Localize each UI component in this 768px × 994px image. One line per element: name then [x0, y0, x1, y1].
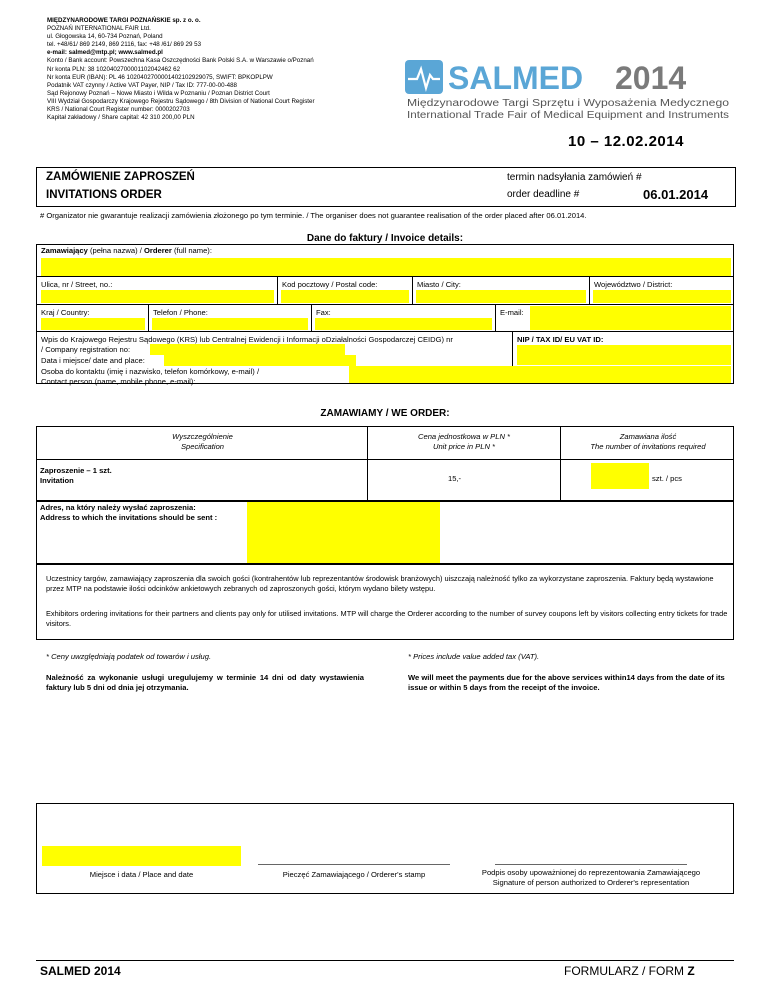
contact-label-en: Contact person (name, mobile phone, e-mail):: [41, 377, 196, 386]
payment-terms-pl: Należność za wykonanie usługi uregulujemy w terminie 14 dni od daty wystawienia faktury lub 5 dni od dnia jej otrzymania.: [46, 673, 364, 692]
form-title-en: INVITATIONS ORDER: [46, 189, 162, 201]
company-vat: Podatnik VAT czynny / Active VAT Payer, NIP / Tax ID: 777-00-00-488: [47, 81, 237, 89]
item-name: Zaproszenie – 1 szt. Invitation: [40, 466, 112, 485]
deadline-label-en: order deadline #: [507, 189, 580, 200]
city-label: Miasto / City:: [417, 280, 461, 289]
postal-label: Kod pocztowy / Postal code:: [282, 280, 378, 289]
quantity-unit: szt. / pcs: [652, 474, 682, 483]
krs-field[interactable]: [150, 344, 345, 355]
phone-field[interactable]: [152, 318, 308, 330]
krs-label: Wpis do Krajowego Rejestru Sądowego (KRS) lub Centralnej Ewidencji i Informacji oDziałalności Gospodarczej CEIDG) nr: [41, 335, 453, 344]
order-heading: ZAMAWIAMY / WE ORDER:: [320, 408, 450, 419]
item-price: 15,-: [448, 474, 462, 483]
info-text-en: Exhibitors ordering invitations for their partners and clients pay only for utilised invitations. MTP will charge the Orderer according to the number of survey coupons left by visitors collecting entry tickets for trade visitors.: [46, 609, 728, 628]
company-capital: Kapitał zakładowy / Share capital: 42 310 200,00 PLN: [47, 114, 195, 122]
company-info: [47, 17, 407, 122]
district-label: Województwo / District:: [594, 280, 673, 289]
company-division: VIII Wydział Gospodarczy Krajowego Rejestru Sądowego / 8th Division of National Court Register: [47, 97, 315, 105]
krs-label-en: / Company registration no:: [41, 345, 131, 354]
signature-label: Podpis osoby upoważnionej do reprezentowania Zamawiającego Signature of person authorized to Orderer's representation: [481, 868, 701, 887]
fax-field[interactable]: [315, 318, 492, 330]
logo-year: 2014: [615, 60, 687, 96]
date-place-field[interactable]: [164, 355, 356, 366]
logo-graphic: [405, 56, 735, 126]
street-field[interactable]: [41, 290, 274, 303]
deadline-label-pl: termin nadsyłania zamówień #: [507, 172, 642, 183]
company-account-pln: Nr konta PLN: 38 1020402700001102042462 62: [47, 65, 181, 73]
nip-field[interactable]: [517, 345, 731, 365]
company-name-pl: MIĘDZYNARODOWE TARGI POZNAŃSKIE sp. z o. o.: [47, 17, 201, 24]
company-phone: tel. +48/61/ 869 2149, 869 2116, fax: +48 /61/ 869 29 53: [47, 41, 202, 49]
company-court: Sąd Rejonowy Poznań – Nowe Miasto i Wilda w Poznaniu / Poznan District Court: [47, 89, 270, 97]
company-email: e-mail: salmed@mtp.pl; www.salmed.pl: [47, 49, 163, 57]
deadline-note: # Organizator nie gwarantuje realizacji zamówienia złożonego po tym terminie. / The organiser does not guarantee realisation of the order placed after 06.01.2014.: [40, 211, 587, 220]
address-field[interactable]: [247, 502, 440, 563]
contact-field[interactable]: [349, 366, 731, 383]
deadline-date: 06.01.2014: [643, 187, 709, 202]
info-text-pl: Uczestnicy targów, zamawiający zaproszenia dla swoich gości (kontrahentów lub reprezentantów środowisk branżowych) uiszczają należność tylko za wykorzystane zaproszenia. Faktury będą wystawione przez MTP na podstawie ilości odcinków ankietowych zebranych od zaproszonych gości, którym wydano bilety wstępu.: [46, 574, 714, 593]
place-date-label: Miejsce i data / Place and date: [89, 870, 194, 879]
invoice-heading: Dane do faktury / Invoice details:: [306, 233, 464, 244]
postal-field[interactable]: [281, 290, 409, 303]
company-bank: Konto / Bank account: Powszechna Kasa Oszczędności Bank Polski S.A. w Warszawie o/Poznań: [47, 57, 314, 65]
company-address: ul. Głogowska 14, 60-734 Poznań, Poland: [47, 33, 163, 41]
quantity-field[interactable]: [591, 463, 649, 489]
logo-name: SALMED: [448, 60, 584, 96]
address-label: Adres, na który należy wysłać zaproszenia: Address to which the invitations should be sent :: [40, 503, 218, 522]
event-dates: 10 – 12.02.2014: [568, 133, 684, 150]
vat-note-pl: * Ceny uwzględniają podatek od towarów i usług.: [46, 652, 212, 661]
company-name-en: POZNAŃ INTERNATIONAL FAIR Ltd.: [47, 25, 151, 33]
orderer-label: Zamawiający (pełna nazwa) / Orderer (full name):: [41, 246, 212, 255]
email-label: E-mail:: [500, 308, 524, 317]
logo-subtitle-en: International Trade Fair of Medical Equipment and Instruments: [407, 110, 729, 121]
nip-label: NIP / TAX ID/ EU VAT ID:: [517, 335, 604, 344]
form-title-pl: ZAMÓWIENIE ZAPROSZEŃ: [46, 171, 195, 183]
country-field[interactable]: [41, 318, 145, 330]
phone-label: Telefon / Phone:: [153, 308, 208, 317]
vat-note-en: * Prices include value added tax (VAT).: [408, 652, 540, 661]
contact-label: Osoba do kontaktu (imię i nazwisko, telefon komórkowy, e-mail) /: [41, 367, 260, 376]
company-krs: KRS / National Court Register number: 0000202703: [47, 106, 190, 114]
logo-subtitle-pl: Międzynarodowe Targi Sprzętu i Wyposażenia Medycznego: [407, 98, 730, 109]
col-spec-header: Wyszczególnienie Specification: [172, 432, 233, 451]
payment-terms-en: We will meet the payments due for the above services within14 days from the date of its issue or within 5 days from the receipt of the invoice.: [408, 673, 725, 692]
col-price-header: Cena jednostkowa w PLN * Unit price in PLN *: [417, 432, 511, 451]
company-account-eur: Nr konta EUR (IBAN): PL 46 1020402700001402102929075, SWIFT: BPKOPLPW: [47, 73, 273, 81]
col-qty-header: Zamawiana ilość The number of invitations required: [590, 432, 706, 451]
street-label: Ulica, nr / Street, no.:: [41, 280, 113, 289]
place-date-field[interactable]: [42, 846, 241, 866]
fax-label: Fax:: [316, 308, 331, 317]
city-field[interactable]: [416, 290, 586, 303]
district-field[interactable]: [593, 290, 731, 303]
footer-event: SALMED 2014: [40, 964, 121, 978]
salmed-logo: [405, 56, 735, 126]
email-field[interactable]: [530, 306, 731, 330]
date-place-label: Data i miejsce/ date and place:: [41, 356, 145, 365]
stamp-label: Pieczęć Zamawiającego / Orderer's stamp: [282, 870, 426, 879]
country-label: Kraj / Country:: [41, 308, 90, 317]
orderer-field[interactable]: [41, 258, 731, 276]
footer-form: FORMULARZ / FORM Z: [564, 964, 695, 978]
